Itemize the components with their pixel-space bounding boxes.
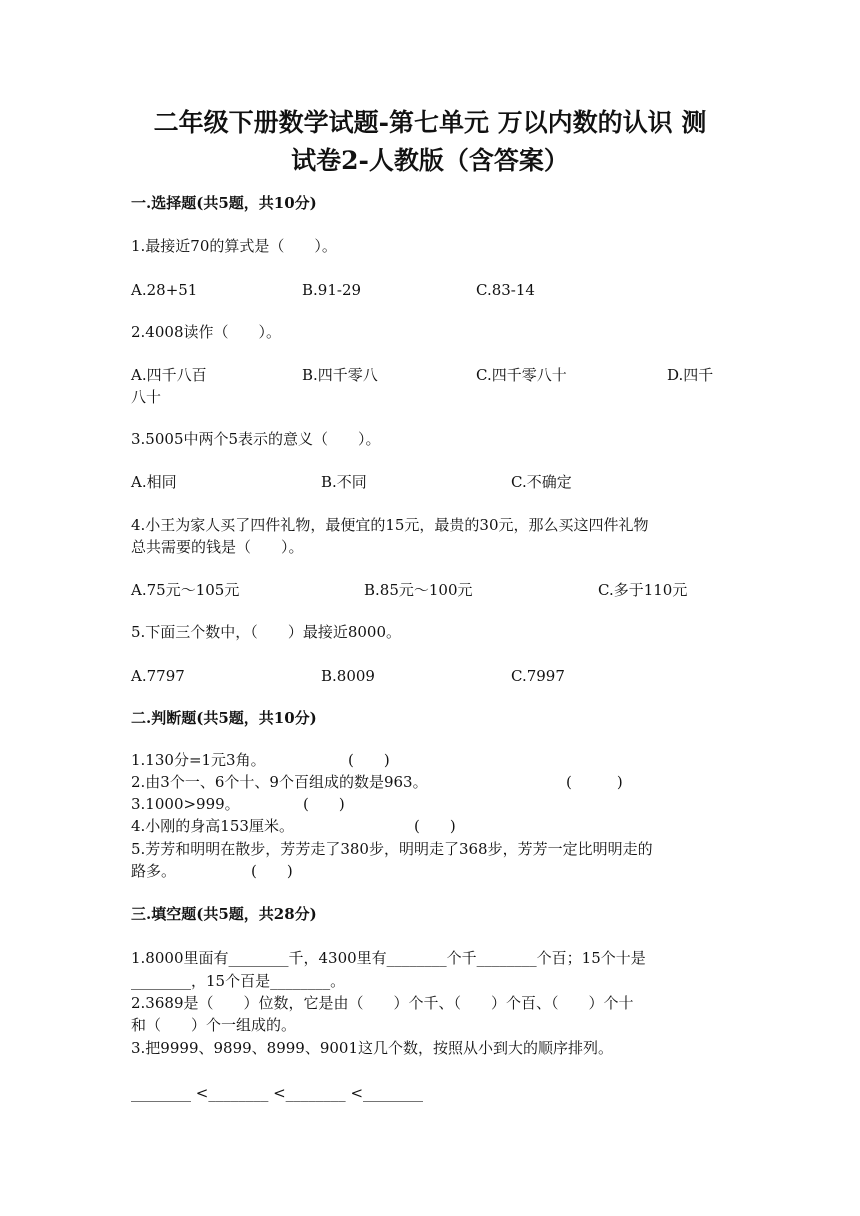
question-5-text: 5.下面三个数中，（ ）最接近8000。 (131, 623, 401, 641)
fill-2-line-1: 2.3689是（ ）位数，它是由（ ）个千、（ ）个百、（ ）个十 (131, 994, 634, 1012)
q2-option-d-wrap: 八十 (131, 388, 162, 406)
q5-option-c: C.7997 (511, 667, 565, 685)
q3-option-b: B.不同 (321, 473, 367, 491)
q4-option-b: B.85元～100元 (364, 581, 473, 599)
q4-option-c: C.多于110元 (598, 581, 688, 599)
q4-option-a: A.75元～105元 (131, 581, 240, 599)
judgement-3-text: 3.1000>999。 (131, 795, 240, 813)
judgement-3-answer: ( ) (303, 795, 345, 813)
fill-3-answer-blanks: ________ <________ <________ <________ (131, 1084, 424, 1102)
fill-3-text: 3.把9999、9899、8999、9001这几个数，按照从小到大的顺序排列。 (131, 1039, 614, 1057)
judgement-2-answer: ( ) (566, 773, 623, 791)
fill-2-line-2: 和（ ）个一组成的。 (131, 1016, 297, 1034)
section-heading-judgement: 二.判断题(共5题，共10分) (131, 709, 317, 727)
question-1-text: 1.最接近70的算式是（ ）。 (131, 237, 337, 255)
judgement-1-text: 1.130分=1元3角。 (131, 751, 266, 769)
title-line-2: 试卷2-人教版（含答案） (291, 146, 569, 175)
q1-option-c: C.83-14 (476, 281, 535, 299)
section-heading-fill: 三.填空题(共5题，共28分) (131, 905, 317, 923)
page-title (60, 104, 800, 180)
judgement-4-text: 4.小刚的身高153厘米。 (131, 817, 294, 835)
judgement-4-answer: ( ) (414, 817, 456, 835)
judgement-5-answer: ( ) (251, 862, 293, 880)
q2-option-a: A.四千八百 (131, 366, 207, 384)
fill-1-line-1: 1.8000里面有________千，4300里有________个千________个百；15个十是 (131, 949, 646, 967)
q2-option-b: B.四千零八 (302, 366, 378, 384)
q5-option-a: A.7797 (131, 667, 185, 685)
q2-option-c: C.四千零八十 (476, 366, 567, 384)
question-2-text: 2.4008读作（ ）。 (131, 323, 281, 341)
title-line-1: 二年级下册数学试题-第七单元 万以内数的认识 测 (153, 108, 707, 137)
question-3-text: 3.5005中两个5表示的意义（ ）。 (131, 430, 381, 448)
q1-option-a: A.28+51 (131, 281, 198, 299)
judgement-2-text: 2.由3个一、6个十、9个百组成的数是963。 (131, 773, 428, 791)
q1-option-b: B.91-29 (302, 281, 362, 299)
q3-option-a: A.相同 (131, 473, 177, 491)
judgement-5-line-1: 5.芳芳和明明在散步，芳芳走了380步，明明走了368步，芳芳一定比明明走的 (131, 840, 653, 858)
q3-option-c: C.不确定 (511, 473, 572, 491)
q5-option-b: B.8009 (321, 667, 375, 685)
section-heading-choice: 一.选择题(共5题，共10分) (131, 194, 317, 212)
question-4-line-1: 4.小王为家人买了四件礼物，最便宜的15元，最贵的30元，那么买这四件礼物 (131, 516, 649, 534)
question-4-line-2: 总共需要的钱是（ ）。 (131, 538, 304, 556)
q2-option-d: D.四千 (667, 366, 714, 384)
judgement-5-line-2: 路多。 (131, 862, 177, 880)
judgement-1-answer: ( ) (348, 751, 390, 769)
fill-1-line-2: ________，15个百是________。 (131, 972, 346, 990)
